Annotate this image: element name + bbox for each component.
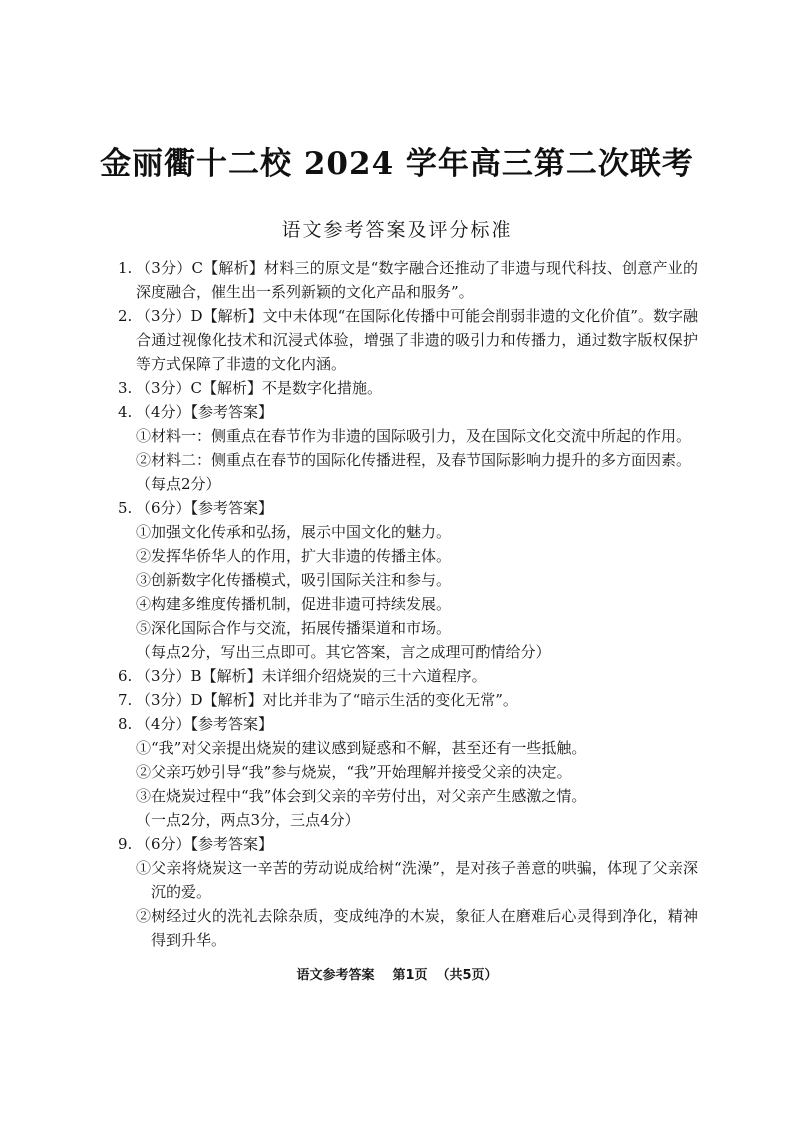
item-number: 9. [118, 835, 133, 853]
item-sub-line: ②发挥华侨华人的作用，扩大非遗的传播主体。 [136, 547, 452, 565]
item-body [136, 304, 698, 376]
item-sub-line: （每点2分） [136, 475, 221, 493]
item-number: 7. [118, 691, 133, 709]
item-body [136, 496, 698, 664]
item-head: （3分）D【解析】文中未体现“在国际化传播中可能会削弱非遗的文化价值”。数字融合通过视像化技术和沉浸式体验，增强了非遗的吸引力和传播力，通过数字版权保护等方式保障了非遗的文化内涵。 [136, 307, 698, 373]
item-head: （3分）C【解析】不是数字化措施。 [136, 379, 383, 397]
item-number: 6. [118, 667, 133, 685]
answer-item [118, 688, 698, 712]
answer-item [118, 496, 698, 664]
item-sub-line: （一点2分，两点3分，三点4分） [136, 811, 360, 829]
item-sub-line: ③创新数字化传播模式，吸引国际关注和参与。 [136, 571, 452, 589]
footer-page-number: 第1页 [392, 968, 428, 983]
answer-item [118, 376, 698, 400]
item-sub-line: ①加强文化传承和弘扬，展示中国文化的魅力。 [136, 523, 452, 541]
item-sub-line: ②父亲巧妙引导“我”参与烧炭，“我”开始理解并接受父亲的决定。 [136, 763, 572, 781]
item-number: 4. [118, 403, 133, 421]
footer-doc-label: 语文参考答案 [296, 968, 375, 983]
answer-item [118, 664, 698, 688]
item-head: （6分）【参考答案】 [136, 835, 274, 853]
page-footer [0, 964, 794, 983]
item-body [136, 400, 698, 496]
answer-item [118, 400, 698, 496]
item-number: 2. [118, 307, 133, 325]
answer-item [118, 712, 698, 832]
document-subtitle: 语文参考答案及评分标准 [281, 219, 513, 241]
item-number: 1. [118, 259, 133, 277]
item-sub-line: ⑤深化国际合作与交流，拓展传播渠道和市场。 [136, 619, 452, 637]
answer-item [118, 304, 698, 376]
item-number: 3. [118, 379, 133, 397]
item-head: （3分）B【解析】未详细介绍烧炭的三十六道程序。 [136, 667, 487, 685]
answers-list [118, 256, 698, 952]
answer-item [118, 832, 698, 952]
item-head: （4分）【参考答案】 [136, 715, 274, 733]
item-head: （3分）D【解析】对比并非为了“暗示生活的变化无常”。 [136, 691, 518, 709]
item-body [136, 256, 698, 304]
item-sub-line: ③在烧炭过程中“我”体会到父亲的辛劳付出，对父亲产生感激之情。 [136, 787, 587, 805]
item-sub-line: ①父亲将烧炭这一辛苦的劳动说成给树“洗澡”，是对孩子善意的哄骗，体现了父亲深沉的爱。 [136, 859, 698, 901]
item-number: 5. [118, 499, 133, 517]
item-sub-line: ①“我”对父亲提出烧炭的建议感到疑惑和不解，甚至还有一些抵触。 [136, 739, 587, 757]
item-sub-line: ②材料二：侧重点在春节的国际化传播进程，及春节国际影响力提升的多方面因素。 [136, 451, 692, 469]
item-sub-line: ④构建多维度传播机制，促进非遗可持续发展。 [136, 595, 452, 613]
item-head: （3分）C【解析】材料三的原文是“数字融合还推动了非遗与现代科技、创意产业的深度融合，催生出一系列新颖的文化产品和服务”。 [136, 259, 698, 301]
item-body [136, 832, 698, 952]
item-body [136, 688, 698, 712]
item-head: （4分）【参考答案】 [136, 403, 274, 421]
item-number: 8. [118, 715, 133, 733]
document-title: 金丽衢十二校 2024 学年高三第二次联考 [100, 146, 694, 182]
answer-item [118, 256, 698, 304]
item-sub-line: ②树经过火的洗礼去除杂质，变成纯净的木炭，象征人在磨难后心灵得到净化，精神得到升华。 [136, 907, 698, 949]
item-head: （6分）【参考答案】 [136, 499, 274, 517]
item-body [136, 376, 698, 400]
item-body [136, 664, 698, 688]
item-sub-line: ①材料一：侧重点在春节作为非遗的国际吸引力，及在国际文化交流中所起的作用。 [136, 427, 692, 445]
item-body [136, 712, 698, 832]
footer-page-total: （共5页） [436, 968, 498, 983]
item-sub-line: （每点2分，写出三点即可。其它答案，言之成理可酌情给分） [136, 643, 551, 661]
